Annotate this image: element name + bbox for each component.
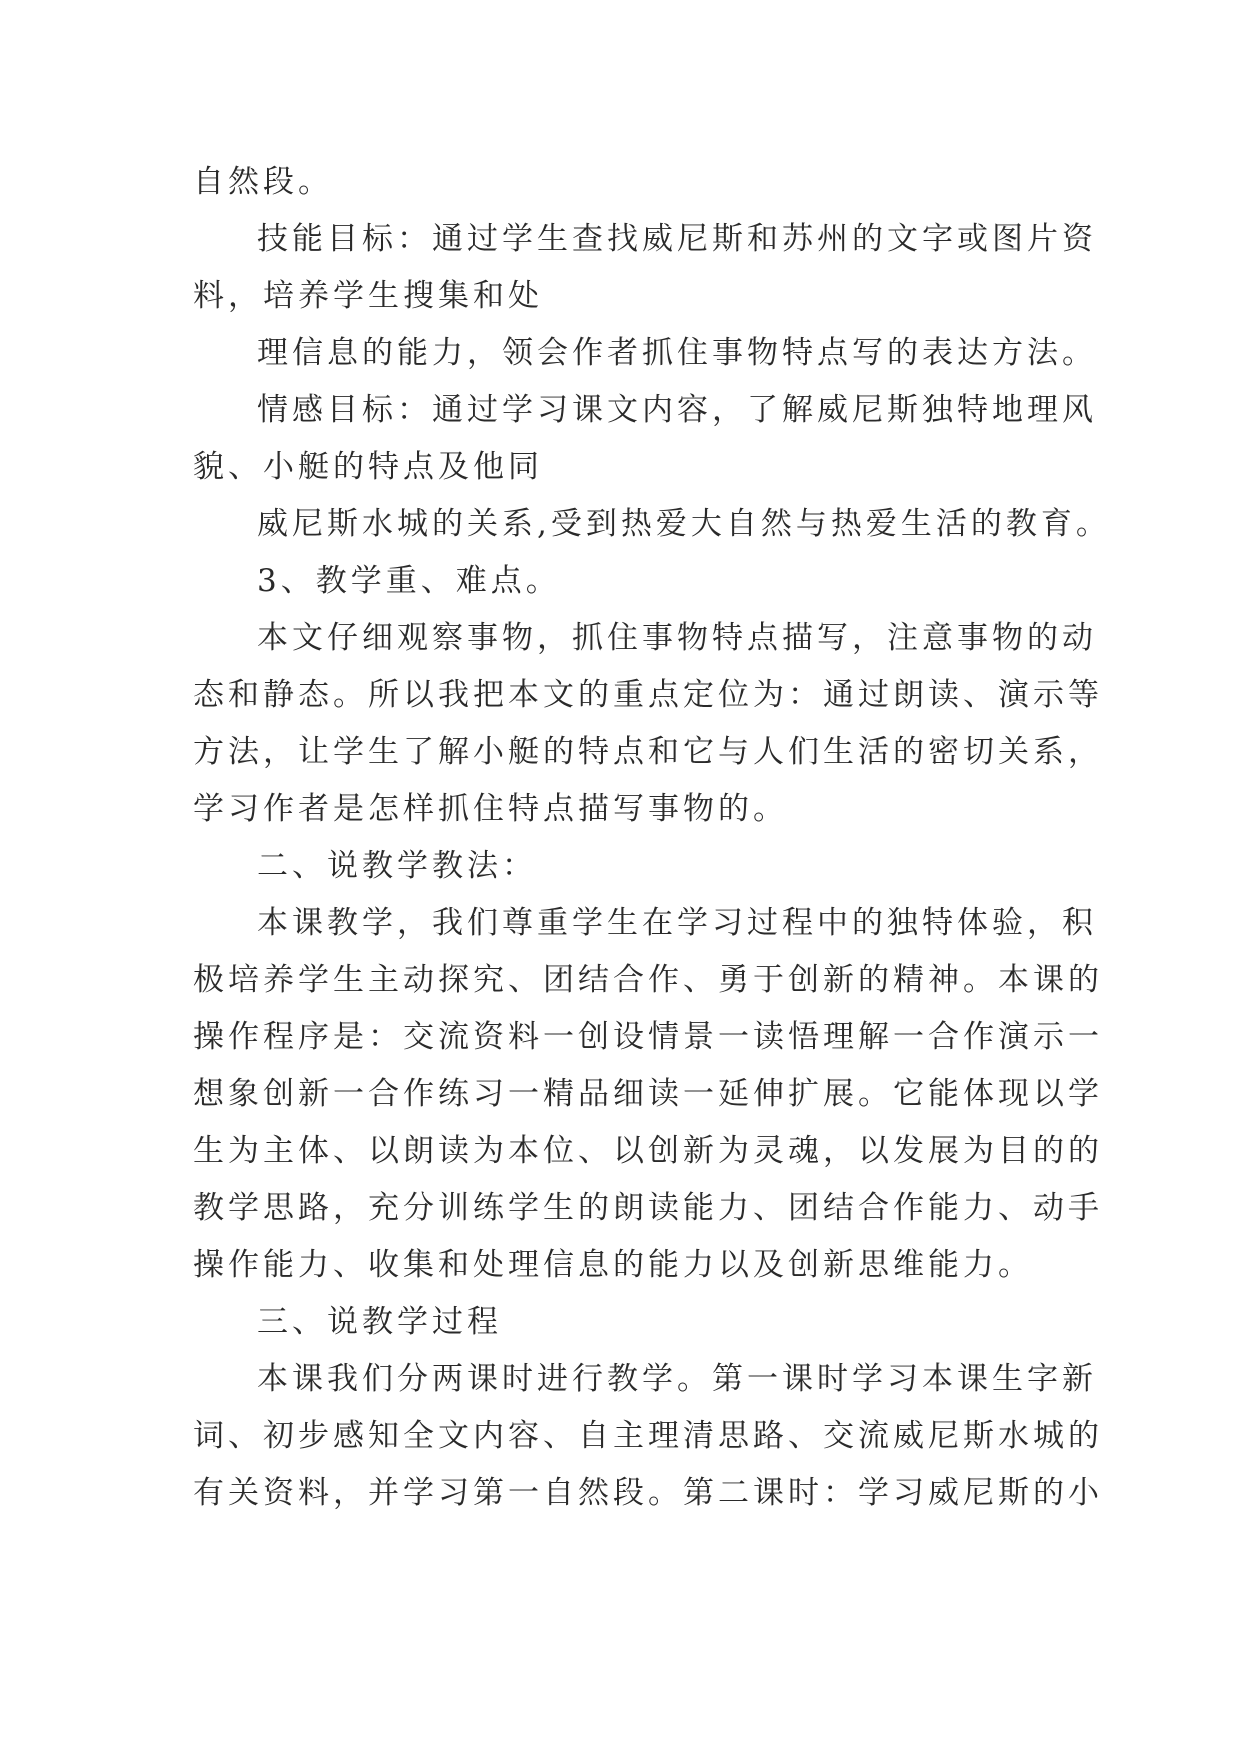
text-line: 貌、小艇的特点及他同 [193,449,543,485]
text-line: 生为主体、以朗读为本位、以创新为灵魂，以发展为目的的 [193,1133,1103,1169]
section-heading: 三、说教学过程 [257,1304,502,1340]
text-line: 情感目标：通过学习课文内容，了解威尼斯独特地理风 [257,392,1097,428]
document-body [193,154,1111,1522]
text-line: 有关资料，并学习第一自然段。第二课时：学习威尼斯的小 [193,1475,1103,1511]
text-line: 操作程序是：交流资料一创设情景一读悟理解一合作演示一 [193,1019,1103,1055]
text-line: 教学思路，充分训练学生的朗读能力、团结合作能力、动手 [193,1190,1103,1226]
text-line: 本课我们分两课时进行教学。第一课时学习本课生字新 [257,1361,1097,1397]
text-line: 料，培养学生搜集和处 [193,278,543,314]
text-line: 理信息的能力，领会作者抓住事物特点写的表达方法。 [257,335,1097,371]
section-heading: 3、教学重、难点。 [257,563,561,599]
section-heading: 二、说教学教法： [257,848,537,884]
text-line: 想象创新一合作练习一精品细读一延伸扩展。它能体现以学 [193,1076,1103,1112]
text-line: 方法，让学生了解小艇的特点和它与人们生活的密切关系， [193,734,1103,770]
text-line: 技能目标：通过学生查找威尼斯和苏州的文字或图片资 [257,221,1097,257]
text-line: 威尼斯水城的关系,受到热爱大自然与热爱生活的教育。 [257,506,1111,542]
text-line: 本文仔细观察事物，抓住事物特点描写，注意事物的动 [257,620,1097,656]
text-line: 自然段。 [193,164,333,200]
text-line: 极培养学生主动探究、团结合作、勇于创新的精神。本课的 [193,962,1103,998]
text-line: 学习作者是怎样抓住特点描写事物的。 [193,791,788,827]
text-line: 操作能力、收集和处理信息的能力以及创新思维能力。 [193,1247,1033,1283]
text-line: 态和静态。所以我把本文的重点定位为：通过朗读、演示等 [193,677,1103,713]
text-line: 本课教学，我们尊重学生在学习过程中的独特体验，积 [257,905,1097,941]
text-line: 词、初步感知全文内容、自主理清思路、交流威尼斯水城的 [193,1418,1103,1454]
